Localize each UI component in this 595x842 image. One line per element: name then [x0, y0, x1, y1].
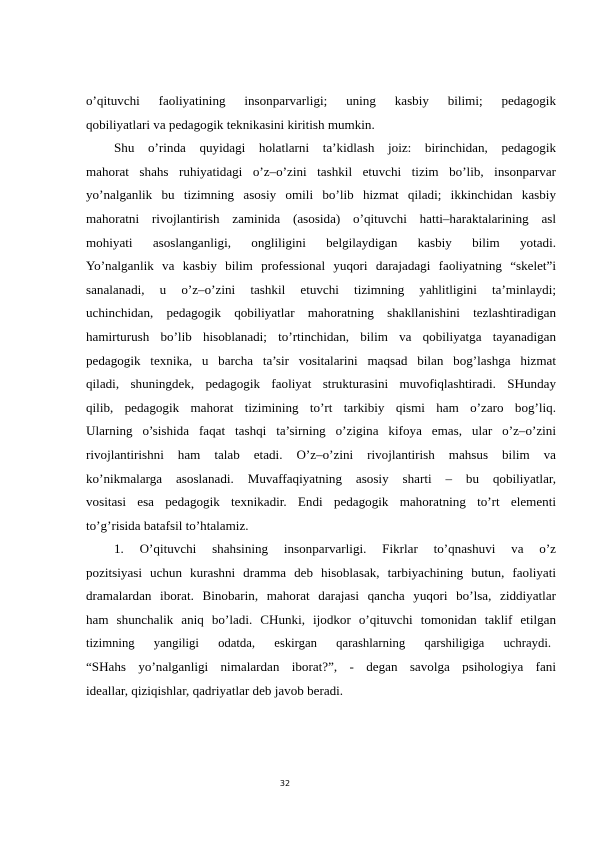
text-line: ideallar, qiziqishlar, qadriyatlar deb javob beradi.: [86, 682, 344, 698]
text-line: vositasi esa pedagogik texnikadir. Endi pedagogik mahoratning to’rt elementi: [86, 494, 556, 510]
text-line: mohiyati asoslanganligi, ongliligini belgilaydigan kasbiy bilim yotadi.: [86, 234, 556, 250]
text-line: “SHahs yo’nalganligi nimalardan iborat?”, - degan savolga psihologiya fani: [86, 659, 556, 675]
text-line: Yo’nalganlik va kasbiy bilim professional yuqori darajadagi faoliyatning “skelet”i: [86, 258, 556, 274]
text-line: Ularning o’sishida faqat tashqi ta’sirning o’zigina kifoya emas, ular o’z–o’zini: [86, 423, 556, 439]
text-line: uchinchidan, pedagogik qobiliyatlar mahoratning shakllanishini tezlashtiradigan: [86, 305, 556, 321]
text-line: dramalardan iborat. Binobarin, mahorat darajasi qancha yuqori bo’lsa, ziddiyatlar: [86, 588, 556, 604]
text-line: to’g’risida batafsil to’htalamiz.: [86, 517, 249, 533]
page-number: 32: [279, 779, 291, 788]
text-line: qilib, pedagogik mahorat tizimining to’rt tarkibiy qismi ham o’zaro bog’liq.: [86, 399, 556, 415]
text-line: o’qituvchi faoliyatining insonparvarligi; uning kasbiy bilimi; pedagogik: [86, 93, 556, 108]
text-line: yo’nalganlik bu tizimning asosiy omili bo’lib hizmat qiladi; ikkinchidan kasbiy: [86, 187, 556, 203]
text-line: pedagogik texnika, u barcha ta’sir vositalarini maqsad bilan bog’lashga hizmat: [86, 352, 556, 368]
document-body: [86, 89, 556, 702]
text-line: tizimning yangiligi odatda, eskirgan qarashlarning qarshiligiga uchraydi.: [86, 635, 552, 650]
text-line: ham shunchalik aniq bo’ladi. CHunki, ijodkor o’qituvchi tomonidan taklif etilgan: [86, 612, 556, 628]
text-line: pozitsiyasi uchun kurashni dramma deb hisoblasak, tarbiyachining butun, faoliyati: [86, 564, 556, 580]
text-line: 1. O’qituvchi shahsining insonparvarligi. Fikrlar to’qnashuvi va o’z: [114, 541, 556, 557]
text-line: mahoratni rivojlantirish zaminida (asosida) o’qituvchi hatti–haraktalarining asl: [86, 210, 556, 226]
text-line: qiladi, shuningdek, pedagogik faoliyat strukturasini muvofiqlashtiradi. SHunday: [86, 376, 556, 392]
text-line: mahorat shahs ruhiyatidagi o’z–o’zini tashkil etuvchi tizim bo’lib, insonparvar: [86, 163, 556, 179]
text-line: rivojlantirishni ham talab etadi. O’z–o’zini rivojlantirish mahsus bilim va: [86, 446, 556, 462]
text-line: hamirturush bo’lib hisoblanadi; to’rtinchidan, bilim va qobiliyatga tayanadigan: [86, 328, 556, 344]
text-line: sanalanadi, u o’z–o’zini tashkil etuvchi tizimning yahlitligini ta’minlaydi;: [86, 281, 556, 297]
text-line: Shu o’rinda quyidagi holatlarni ta’kidlash joiz: birinchidan, pedagogik: [114, 140, 556, 156]
text-line: qobiliyatlari va pedagogik teknikasini kiritish mumkin.: [86, 116, 375, 132]
text-line: ko’nikmalarga asoslanadi. Muvaffaqiyatning asosiy sharti – bu qobiliyatlar,: [86, 470, 556, 486]
